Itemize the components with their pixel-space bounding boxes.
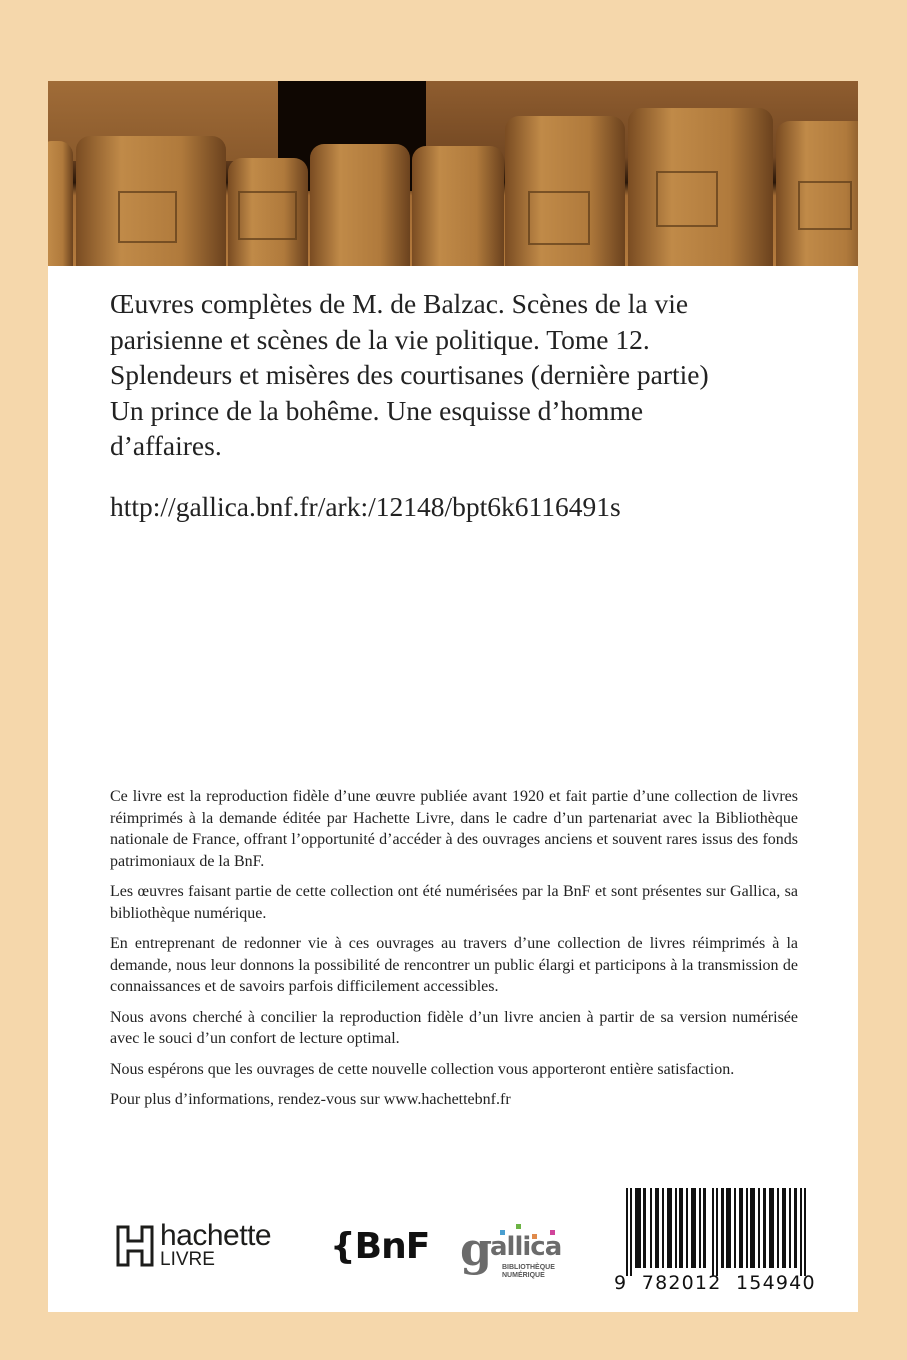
spine-label bbox=[238, 191, 297, 240]
barcode-group-2: 154940 bbox=[736, 1272, 816, 1294]
isbn-barcode bbox=[614, 1188, 816, 1298]
bnf-logo bbox=[330, 1226, 429, 1267]
publisher-blurb bbox=[110, 786, 798, 1120]
barcode-bars-icon bbox=[626, 1188, 810, 1276]
barcode-digits bbox=[614, 1272, 816, 1294]
spine-label bbox=[798, 181, 852, 230]
blurb-paragraph: Nous avons cherché à concilier la reproduction fidèle d’un livre ancien à partir de sa version numérisée avec le souci d’un confort de lecture optimal. bbox=[110, 1008, 798, 1047]
gallica-logo bbox=[460, 1224, 570, 1288]
livre-wordmark: LIVRE bbox=[160, 1249, 215, 1270]
spine-label bbox=[118, 191, 177, 243]
book-title: Œuvres complètes de M. de Balzac. Scènes de la vie parisienne et scènes de la vie politique. Tome 12. Splendeurs et misères des courtisanes (dernière partie) Un prince de la bohême. Une esquisse d’homme d’affaires. bbox=[110, 288, 709, 461]
barcode-group-1: 782012 bbox=[641, 1272, 722, 1294]
book-spine bbox=[48, 141, 73, 266]
spine-label bbox=[656, 171, 718, 227]
blurb-paragraph: Nous espérons que les ouvrages de cette nouvelle collection vous apporteront entière satisfaction. bbox=[110, 1060, 735, 1078]
hachette-wordmark: hachette bbox=[160, 1219, 272, 1252]
gallica-source-url: http://gallica.bnf.fr/ark:/12148/bpt6k6116491s bbox=[110, 491, 621, 522]
book-spine bbox=[310, 144, 410, 266]
bnf-wordmark: BnF bbox=[354, 1226, 430, 1267]
barcode-first-digit: 9 bbox=[614, 1272, 628, 1294]
book-spine bbox=[412, 146, 504, 266]
cover-photo-book-spines bbox=[48, 81, 858, 266]
gallica-square-icon bbox=[516, 1224, 521, 1229]
white-content-panel bbox=[48, 266, 858, 1312]
hachette-livre-logo bbox=[116, 1216, 271, 1276]
gallica-subtitle-2: NUMÉRIQUE bbox=[502, 1272, 545, 1279]
gallica-subtitle-1: BIBLIOTHÈQUE bbox=[502, 1264, 555, 1271]
hachette-h-icon bbox=[116, 1225, 154, 1267]
blurb-paragraph: Pour plus d’informations, rendez-vous sur www.hachettebnf.fr bbox=[110, 1091, 511, 1108]
gallica-wordmark: allica bbox=[490, 1232, 562, 1262]
gallica-g-mark: g bbox=[460, 1222, 493, 1276]
blurb-paragraph: Ce livre est la reproduction fidèle d’une œuvre publiée avant 1920 et fait partie d’une collection de livres réimprimés à la demande éditée par Hachette Livre, dans le cadre d’un partenariat avec la Bibliothèque nationale de France, offrant l’opportunité d’accéder à des ouvrages anciens et souvent rares issus des fonds patrimoniaux de la BnF. bbox=[110, 788, 798, 870]
blurb-paragraph: Les œuvres faisant partie de cette collection ont été numérisées par la BnF et sont présentes sur Gallica, sa bibliothèque numérique. bbox=[110, 883, 798, 922]
bnf-brace-icon: { bbox=[330, 1226, 355, 1267]
spine-label bbox=[528, 191, 590, 245]
blurb-paragraph: En entreprenant de redonner vie à ces ouvrages au travers d’une collection de livres réimprimés à la demande, nous leur donnons la possibilité de rencontrer un public élargi et participons à la transmission de connaissances et de savoirs parfois difficilement accessibles. bbox=[110, 935, 798, 995]
